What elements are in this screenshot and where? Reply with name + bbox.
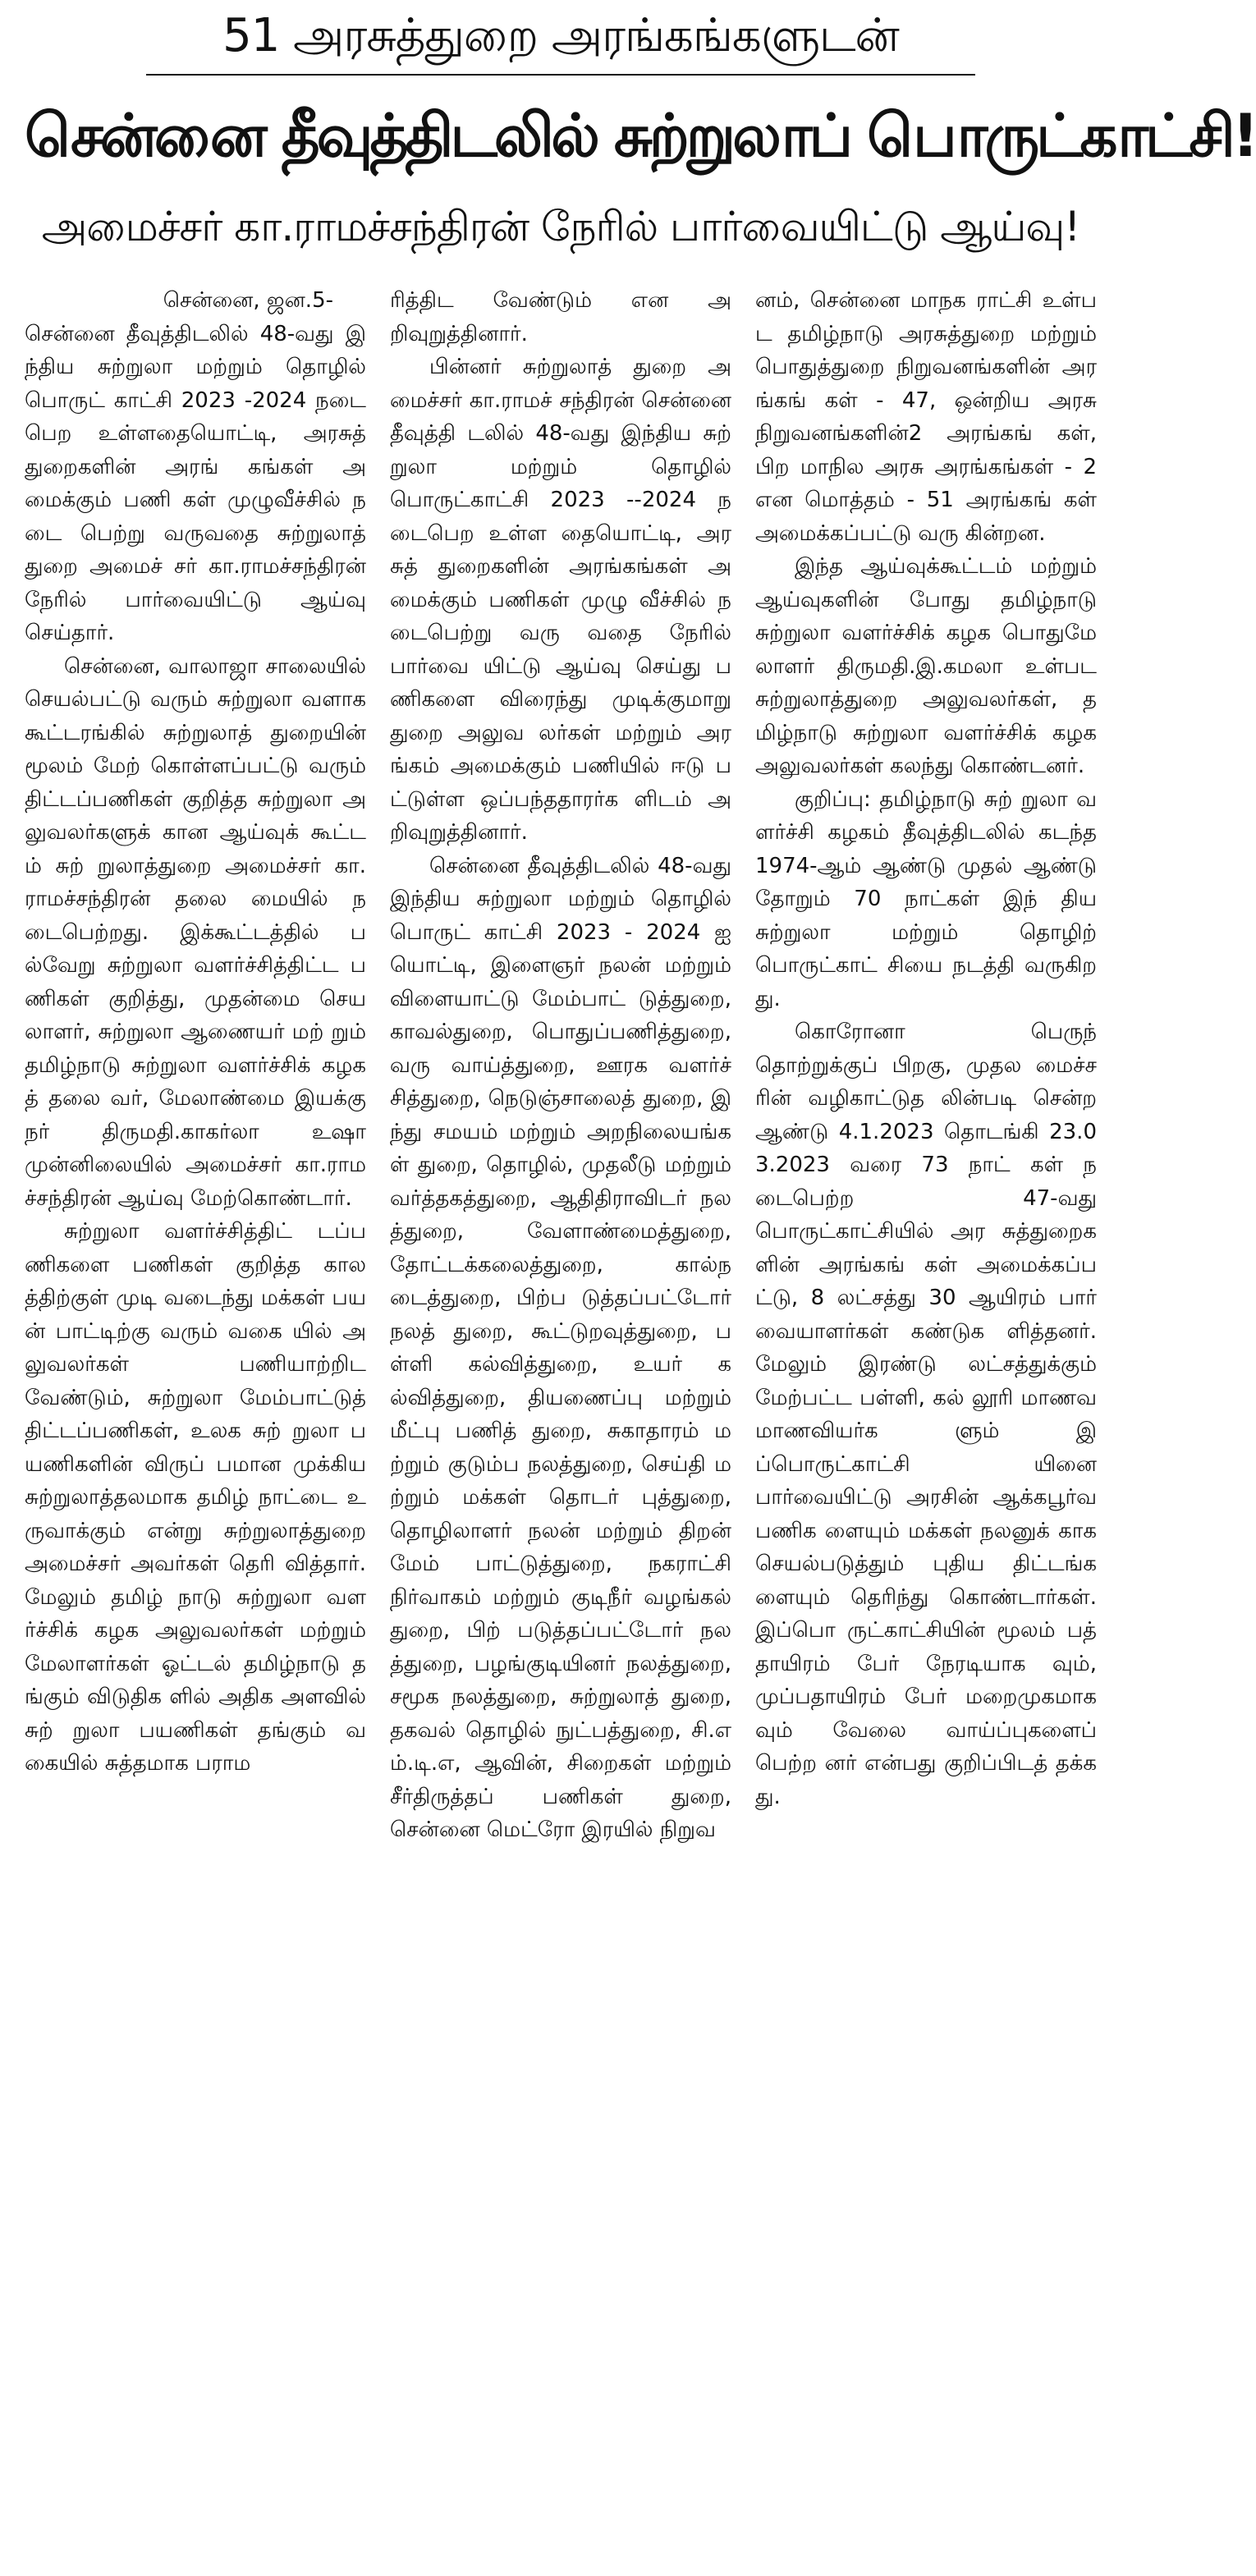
kicker-heading: 51 அரசுத்துறை அரங்கங்களுடன் — [222, 9, 899, 62]
newspaper-clipping — [0, 3, 1256, 2576]
paragraph: சென்னை தீவுத்திடலில் 48-வது இந்திய சுற்றுலா மற்றும் தொழில் பொருட் காட்சி 2023 -2024 நடை பெற உள்ளதையொட்டி, அரசுத் துறைகளின் அரங் கங்கள் அமைக்கும் பணி கள் முழுவீச்சில் நடை பெற்று வருவதை சுற்றுலாத் துறை அமைச் சர் கா.ராமச்சந்திரன் நேரில் பார்வையிட்டு ஆய்வு செய்தார். — [25, 321, 366, 645]
kicker-rule — [146, 74, 975, 76]
paragraph: சென்னை தீவுத்திடலில் 48-வது இந்திய சுற்றுலா மற்றும் தொழில் பொருட் காட்சி 2023 - 2024 ஐ யொட்டி, இளைஞர் நலன் மற்றும் விளையாட்டு மேம்பாட் டுத்துறை, காவல்துறை, பொதுப்பணித்துறை, வரு வாய்த்துறை, ஊரக வளர்ச் சித்துறை, நெடுஞ்சாலைத் துறை, இந்து சமயம் மற்றும் அறநிலையங்கள் துறை, தொழில், முதலீடு மற்றும் வர்த்தகத்துறை, ஆதிதிராவிடர் நலத்துறை, வேளாண்மைத்துறை, தோட்டக்கலைத்துறை, கால்நடைத்துறை, பிற்ப டுத்தப்பட்டோர் நலத் துறை, கூட்டுறவுத்துறை, பள்ளி கல்வித்துறை, உயர் கல்வித்துறை, தியணைப்பு மற்றும் மீட்பு பணித் துறை, சுகாதாரம் மற்றும் குடும்ப நலத்துறை, செய்தி மற்றும் மக்கள் தொடர் புத்துறை, தொழிலாளர் நலன் மற்றும் திறன் மேம் பாட்டுத்துறை, நகராட்சி நிர்வாகம் மற்றும் குடிநீர் வழங்கல் துறை, பிற் படுத்தப்பட்டோர் நலத்துறை, பழங்குடியினர் நலத்துறை, சமூக நலத்துறை, சுற்றுலாத் துறை, தகவல் தொழில் நுட்பத்துறை, சி.எம்.டி.எ, ஆவின், சிறைகள் மற்றும் சீர்திருத்தப் பணிகள் துறை, சென்னை மெட்ரோ இரயில் நிறுவ — [390, 853, 731, 1842]
column-3 — [755, 284, 1097, 2533]
headline: சென்னை தீவுத்திடலில் சுற்றுலாப் பொருட்காட்சி! — [25, 101, 1256, 170]
paragraph: குறிப்பு: தமிழ்நாடு சுற் றுலா வளர்ச்சி கழகம் தீவுத்திடலில் கடந்த 1974-ஆம் ஆண்டு முதல் ஆண்டு தோறும் 70 நாட்கள் இந் திய சுற்றுலா மற்றும் தொழிற் பொருட்காட் சியை நடத்தி வருகிறது. — [755, 786, 1097, 1011]
paragraph: சுற்றுலா வளர்ச்சித்திட் டப்பணிகளை பணிகள் குறித்த காலத்திற்குள் முடி வடைந்து மக்கள் பயன் பாட்டிற்கு வரும் வகை யில் அலுவலர்கள் பணியாற்றிட வேண்டும், சுற்றுலா மேம்பாட்டுத் திட்டப்பணிகள், உலக சுற் றுலா பயணிகளின் விருப் பமான முக்கிய சுற்றுலாத்தலமாக தமிழ் நாட்டை உருவாக்கும் என்று சுற்றுலாத்துறை அமைச்சர் அவர்கள் தெரி வித்தார். மேலும் தமிழ் நாடு சுற்றுலா வளர்ச்சிக் கழக அலுவலர்கள் மற்றும் மேலாளர்கள் ஓட்டல் தமிழ்நாடு தங்கும் விடுதிக ளில் அதிக அளவில் சுற் றுலா பயணிகள் தங்கும் வகையில் சுத்தமாக பராம — [25, 1219, 366, 1776]
dateline: சென்னை, ஜன.5- — [163, 288, 333, 313]
column-2 — [390, 284, 731, 2533]
paragraph: கொரோனா பெருந் தொற்றுக்குப் பிறகு, முதல மைச்சரின் வழிகாட்டுத லின்படி சென்ற ஆண்டு 4.1.2023 தொடங்கி 23.03.2023 வரை 73 நாட் கள் நடைபெற்ற 47-வது பொருட்காட்சியில் அர சுத்துறைகளின் அரங்கங் கள் அமைக்கப்பட்டு, 8 லட்சத்து 30 ஆயிரம் பார் வையாளர்கள் கண்டுக ளித்தனர். மேலும் இரண்டு லட்சத்துக்கும் மேற்பட்ட பள்ளி, கல் லூரி மாணவ மாணவியர்க ளும் இப்பொருட்காட்சி யினை பார்வையிட்டு அரசின் ஆக்கபூர்வ பணிக ளையும் மக்கள் நலனுக் காக செயல்படுத்தும் புதிய திட்டங்களையும் தெரிந்து கொண்டார்கள். இப்பொ ருட்காட்சியின் மூலம் பத் தாயிரம் பேர் நேரடியாக வும், முப்பதாயிரம் பேர் மறைமுகமாகவும் வேலை வாய்ப்புகளைப் பெற்ற னர் என்பது குறிப்பிடத் தக்கது. — [755, 1020, 1097, 1809]
paragraph: ரித்திட வேண்டும் என அறிவுறுத்தினார். — [390, 288, 731, 346]
column-1 — [25, 284, 366, 2533]
paragraph: சென்னை, வாலாஜா சாலையில் செயல்பட்டு வரும் சுற்றுலா வளாக கூட்டரங்கில் சுற்றுலாத் துறையின் மூலம் மேற் கொள்ளப்பட்டு வரும் திட்டப்பணிகள் குறித்த சுற்றுலா அலுவலர்களுக் கான ஆய்வுக் கூட்டம் சுற் றுலாத்துறை அமைச்சர் கா.ராமச்சந்திரன் தலை மையில் நடைபெற்றது. இக்கூட்டத்தில் பல்வேறு சுற்றுலா வளர்ச்சித்திட்ட பணிகள் குறித்து, முதன்மை செயலாளர், சுற்றுலா ஆணையர் மற் றும் தமிழ்நாடு சுற்றுலா வளர்ச்சிக் கழகத் தலை வர், மேலாண்மை இயக்கு நர் திருமதி.காகர்லா உஷா முன்னிலையில் அமைச்சர் கா.ராமச்சந்திரன் ஆய்வு மேற்கொண்டார். — [25, 653, 366, 1211]
paragraph: பின்னர் சுற்றுலாத் துறை அமைச்சர் கா.ராமச் சந்திரன் சென்னை தீவுத்தி டலில் 48-வது இந்திய சுற் றுலா மற்றும் தொழில் பொருட்காட்சி 2023 --2024 நடைபெற உள்ள தையொட்டி, அரசுத் துறைகளின் அரங்கங்கள் அமைக்கும் பணிகள் முழு வீச்சில் நடைபெற்று வரு வதை நேரில் பார்வை யிட்டு ஆய்வு செய்து பணிகளை விரைந்து முடிக்குமாறு துறை அலுவ லர்கள் மற்றும் அரங்கம் அமைக்கும் பணியில் ஈடு பட்டுள்ள ஒப்பந்ததாரர்க ளிடம் அறிவுறுத்தினார். — [390, 355, 731, 845]
paragraph: இந்த ஆய்வுக்கூட்டம் மற்றும் ஆய்வுகளின் போது தமிழ்நாடு சுற்றுலா வளர்ச்சிக் கழக பொதுமே லாளர் திருமதி.இ.கமலா உள்பட சுற்றுலாத்துறை அலுவலர்கள், தமிழ்நாடு சுற்றுலா வளர்ச்சிக் கழக அலுவலர்கள் கலந்து கொண்டனர். — [755, 554, 1097, 778]
subheadline: அமைச்சர் கா.ராமச்சந்திரன் நேரில் பார்வையிட்டு ஆய்வு! — [41, 203, 1080, 250]
article-columns — [25, 284, 1097, 2533]
paragraph: னம், சென்னை மாநக ராட்சி உள்பட தமிழ்நாடு அரசுத்துறை மற்றும் பொதுத்துறை நிறுவனங்களின் அரங்கங் கள் - 47, ஒன்றிய அரசு நிறுவனங்களின்2 அரங்கங் கள், பிற மாநில அரசு அரங்கங்கள் - 2 என மொத்தம் - 51 அரங்கங் கள் அமைக்கப்பட்டு வரு கின்றன. — [755, 288, 1097, 546]
